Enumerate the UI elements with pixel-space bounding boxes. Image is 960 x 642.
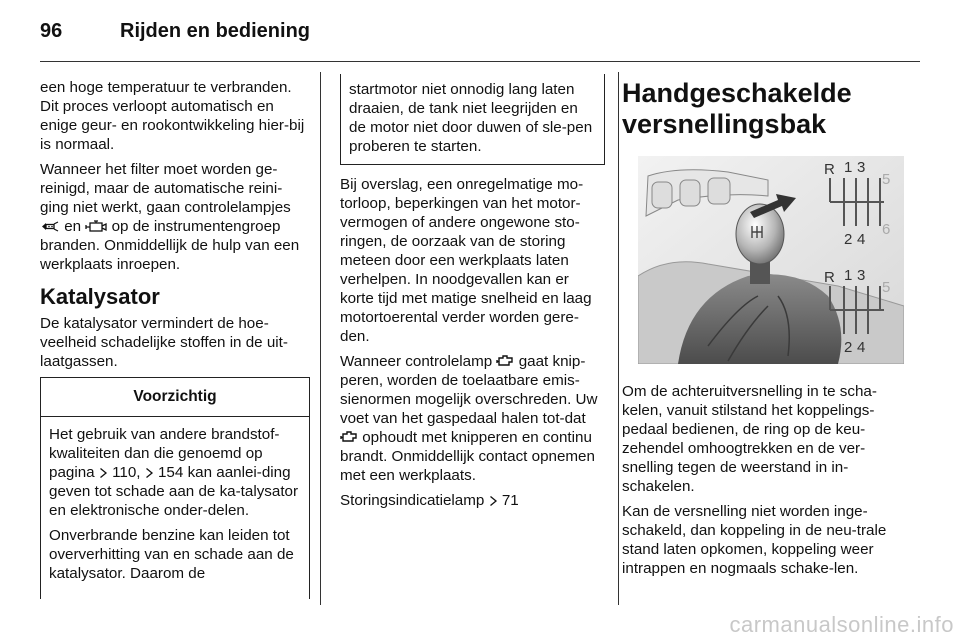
paragraph: een hoge temperatuur te verbranden. Dit proces verloopt automatisch en enige geur- en rookontwikkeling hier-bij is normaal. [40, 79, 305, 153]
gear-label-6: 6 [882, 221, 891, 238]
gear-label-1: 1 [844, 159, 853, 176]
page-reference-link[interactable]: 110, [112, 464, 141, 481]
column-divider-left [320, 72, 321, 605]
paragraph: De katalysator vermindert de hoe-veelheid schadelijke stoffen in de uit-laatgassen. [40, 315, 288, 370]
chapter-title: Handgeschakelde versnellingsbak [622, 78, 852, 139]
page-reference-icon [145, 467, 154, 479]
gear-label-reverse: R [824, 161, 835, 178]
caution-title: Voorzichtig [41, 378, 309, 417]
page-reference-link[interactable]: 71 [501, 492, 519, 509]
gear-label-2: 2 [844, 231, 853, 248]
column-right [622, 78, 908, 584]
gear-label-reverse: R [824, 269, 835, 286]
paragraph: Het gebruik van andere brandstof-kwaliteiten dan die genoemd op pagina 110, 154 kan aanlei-ding geven tot schade aan de ka-talysator en elektronische onder-delen. [49, 426, 299, 519]
gear-label-4: 4 [857, 339, 866, 356]
gear-label-2: 2 [844, 339, 853, 356]
malfunction-indicator-icon [496, 354, 514, 368]
paragraph: Storingsindicatielamp 71 [340, 492, 519, 509]
running-title: Rijden en bediening [120, 20, 311, 42]
paragraph: Onverbrande benzine kan leiden tot oververhitting van en schade aan de katalysator. Daarom de [49, 527, 294, 582]
paragraph: Wanneer het filter moet worden ge-reinigd, maar de automatische reini-ging niet werkt, gaan controlelampjes en op de instrumentengroep branden. Onmiddellijk de hulp van een werkplaats inroepen. [40, 161, 300, 273]
gear-pattern-5-speed [824, 264, 904, 364]
page-reference-icon [99, 467, 108, 479]
watermark: carmanualsonline.info [729, 612, 954, 637]
gear-label-4: 4 [857, 231, 866, 248]
gear-label-5: 5 [882, 279, 891, 296]
page-header [40, 20, 920, 50]
malfunction-indicator-icon [340, 430, 358, 444]
paragraph: startmotor niet onnodig lang laten draaien, de tank niet leegrijden en de motor niet door duwen of sle-pen proberen te starten. [349, 81, 593, 155]
header-rule [40, 61, 920, 62]
section-title: Katalysator [40, 284, 160, 309]
column-left [40, 78, 310, 599]
page-reference-icon [489, 495, 498, 507]
caution-box [40, 377, 310, 599]
paragraph: Bij overslag, een onregelmatige mo-torloop, beperkingen van het motor-vermogen of andere ongewone sto-ringen, de oorzaak van de storing meteen door een werkplaats laten verhelpen. In noodgevallen kan er korte tijd met matige snelheid en laag motortoerental verder worden gere-den. [340, 176, 592, 345]
page-reference-link[interactable]: 154 [157, 464, 184, 481]
gear-pattern-6-speed [824, 156, 904, 256]
page-number: 96 [40, 20, 63, 42]
gear-label-3: 3 [857, 159, 866, 176]
particle-filter-warning-icon [40, 220, 60, 233]
paragraph: Kan de versnelling niet worden inge-schakeld, dan koppeling in de neu-trale stand laten opkomen, koppeling weer intrappen en nogmaals schake-len. [622, 503, 887, 577]
paragraph: Om de achteruitversnelling in te scha-kelen, vanuit stilstand het koppelings-pedaal bedienen, de ring op de keu-zehendel omhoogtrekken en de ver-snelling tegen de weerstand in in-schakelen. [622, 383, 877, 495]
gear-shift-illustration [638, 156, 904, 364]
column-divider-right [618, 72, 619, 605]
engine-check-icon [85, 220, 107, 233]
column-middle [340, 74, 605, 516]
gear-label-3: 3 [857, 267, 866, 284]
gear-label-1: 1 [844, 267, 853, 284]
caution-body [41, 417, 309, 583]
paragraph: Wanneer controlelamp gaat knip-peren, worden de toelaatbare emis-sienormen mogelijk overschreden. Uw voet van het gaspedaal halen tot-dat ophoudt met knipperen en continu brandt. Onmiddellijk contact opnemen met een werkplaats. [340, 353, 598, 484]
caution-box-continued [340, 74, 605, 165]
gear-label-5: 5 [882, 171, 891, 188]
